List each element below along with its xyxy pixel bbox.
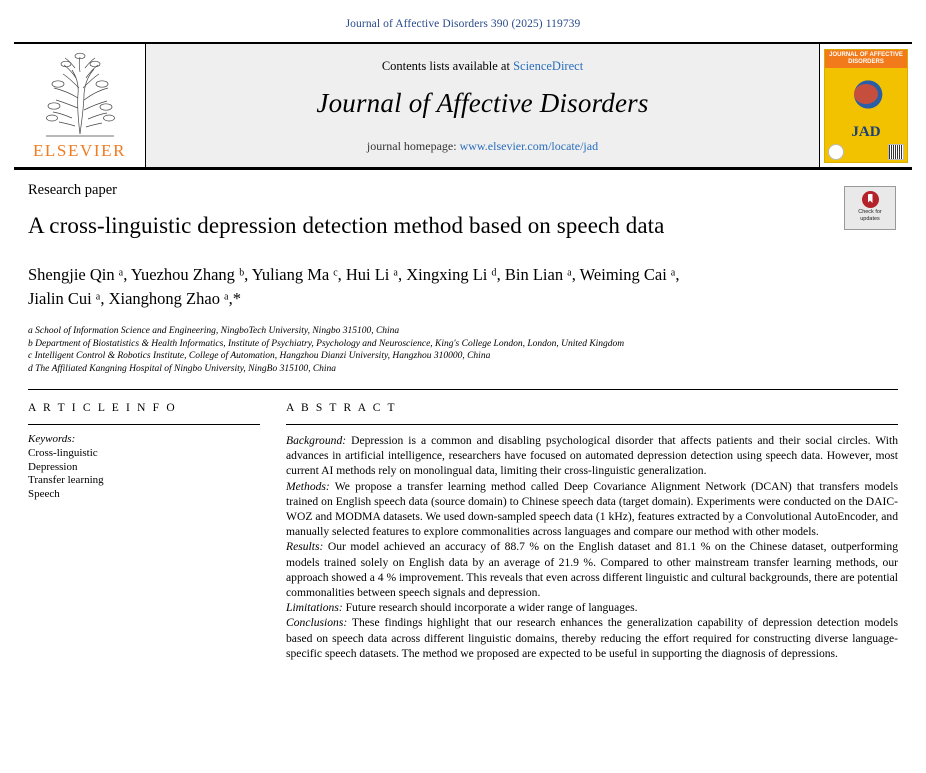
author-list <box>28 263 898 311</box>
abstract-text <box>286 615 898 661</box>
abstract-text <box>286 600 898 615</box>
article-header <box>28 182 898 375</box>
sciencedirect-link[interactable]: ScienceDirect <box>513 59 584 73</box>
affiliation-a: a School of Information Science and Engineering, NingboTech University, Ningbo 315100, China <box>28 326 400 336</box>
crossmark-line1: Check for <box>858 209 882 215</box>
abstract-label-results: Results: <box>286 540 324 554</box>
affiliations <box>28 325 898 375</box>
contents-available-line <box>382 59 583 74</box>
crossmark-badge[interactable] <box>844 186 896 230</box>
abstract-label-background: Background: <box>286 434 347 447</box>
keyword-item: Speech <box>28 487 60 500</box>
cover-footer-marks <box>825 144 907 160</box>
article-type: Research paper <box>28 182 117 198</box>
page-title: A cross-linguistic depression detection method based on speech data <box>28 213 665 238</box>
article-info-heading: A R T I C L E I N F O <box>28 402 177 414</box>
cover-barcode-icon <box>888 144 904 160</box>
journal-title: Journal of Affective Disorders <box>316 88 649 118</box>
abstract-column <box>286 402 898 661</box>
journal-homepage-line <box>367 139 598 154</box>
abstract-heading: A B S T R A C T <box>286 402 397 414</box>
abstract-body-methods: We propose a transfer learning method called Deep Covariance Alignment Network (DCAN) that transfers models trained on English speech data (source domain) to Chinese speech data (target domain). Experiments were conducted on the DAIC-WOZ and MODMA datasets. We used down-sampled speech data (1 kHz), features extracted by a Convolutional AutoEncoder, and manually selected features to explore commonalities across languages and compare our method with other models. <box>286 479 898 539</box>
running-head: Journal of Affective Disorders 390 (2025) 119739 <box>345 18 581 30</box>
author-line-2: Jialin Cui ᵃ, Xianghong Zhao ᵃ,* <box>28 289 241 308</box>
keywords-label: Keywords: <box>28 433 76 445</box>
keyword-item: Cross-linguistic <box>28 447 98 459</box>
abstract-label-methods: Methods: <box>286 479 330 493</box>
abstract-body-background: Depression is a common and disabling psychological disorder that affects patients and their social circles. With advances in artificial intelligence, researchers have focused on automated depression detection using speech data. However, most current AI methods rely on monolingual data, limiting their cross-linguistic generalization. <box>286 434 898 478</box>
abstract-text <box>286 479 898 540</box>
abstract-body-results: Our model achieved an accuracy of 88.7 % on the English dataset and 81.1 % on the Chinese dataset, outperforming models trained solely on English data by an average of 21.9 %. Compared to other mainstream transfer learning methods, our approach showed a 4 % improvement. This reveals that even across different linguistic and cultural backgrounds, there are potential commonalities between speech signals and depression. <box>286 540 898 600</box>
article-body <box>28 402 898 661</box>
crossmark-icon <box>862 191 879 208</box>
abstract-label-conclusions: Conclusions: <box>286 616 348 630</box>
cover-seal-icon <box>828 144 844 160</box>
cover-brain-graphic <box>854 84 878 104</box>
contents-prefix: Contents lists available at <box>381 59 510 73</box>
header-divider <box>28 389 898 390</box>
cover-acronym: JAD <box>851 123 881 140</box>
abstract-label-limitations: Limitations: <box>286 601 343 615</box>
cover-top-title: JOURNAL OF AFFECTIVE DISORDERS <box>825 50 907 68</box>
affiliation-b: b Department of Biostatistics & Health Informatics, Institute of Psychiatry, Psychology and Neuroscience, King's College London, London, United Kingdom <box>28 338 625 349</box>
article-info-divider <box>28 424 260 425</box>
journal-cover-thumbnail <box>819 44 912 167</box>
article-info-column <box>28 402 260 661</box>
affiliation-d: d The Affiliated Kangning Hospital of Ningbo University, NingBo 315100, China <box>28 363 337 374</box>
abstract-divider <box>286 424 898 425</box>
abstract-text <box>286 433 898 479</box>
abstract-body-conclusions: These findings highlight that our research enhances the generalization capability of depression detection models based on speech data across different linguistic domains, thereby reducing the effort required for constructing diverse language-specific speech datasets. The method we proposed are expected to be useful in supporting the diagnosis of depressions. <box>286 616 898 660</box>
cover-head-graphic <box>844 72 888 122</box>
keywords-list <box>28 447 260 501</box>
author-line-1: Shengjie Qin ᵃ, Yuezhou Zhang ᵇ, Yuliang Ma ᶜ, Hui Li ᵃ, Xingxing Li ᵈ, Bin Lian ᵃ, Weiming Cai ᵃ, <box>28 265 680 284</box>
abstract-body-limitations: Future research should incorporate a wider range of languages. <box>342 601 638 615</box>
journal-masthead <box>14 42 912 170</box>
journal-header-center <box>146 44 819 167</box>
abstract-text <box>286 539 898 600</box>
homepage-prefix: journal homepage: <box>366 139 457 153</box>
elsevier-wordmark: ELSEVIER <box>32 141 127 160</box>
journal-homepage-link[interactable]: www.elsevier.com/locate/jad <box>459 139 599 153</box>
elsevier-tree-icon <box>32 48 128 140</box>
keyword-item: Transfer learning <box>28 474 104 486</box>
cover-image <box>824 49 908 163</box>
affiliation-c: c Intelligent Control & Robotics Institute, College of Automation, Hangzhou Dianzi University, Hangzhou 310000, China <box>28 351 491 361</box>
crossmark-line2: updates <box>860 215 880 222</box>
elsevier-logo <box>14 44 146 167</box>
keyword-item: Depression <box>28 460 78 473</box>
